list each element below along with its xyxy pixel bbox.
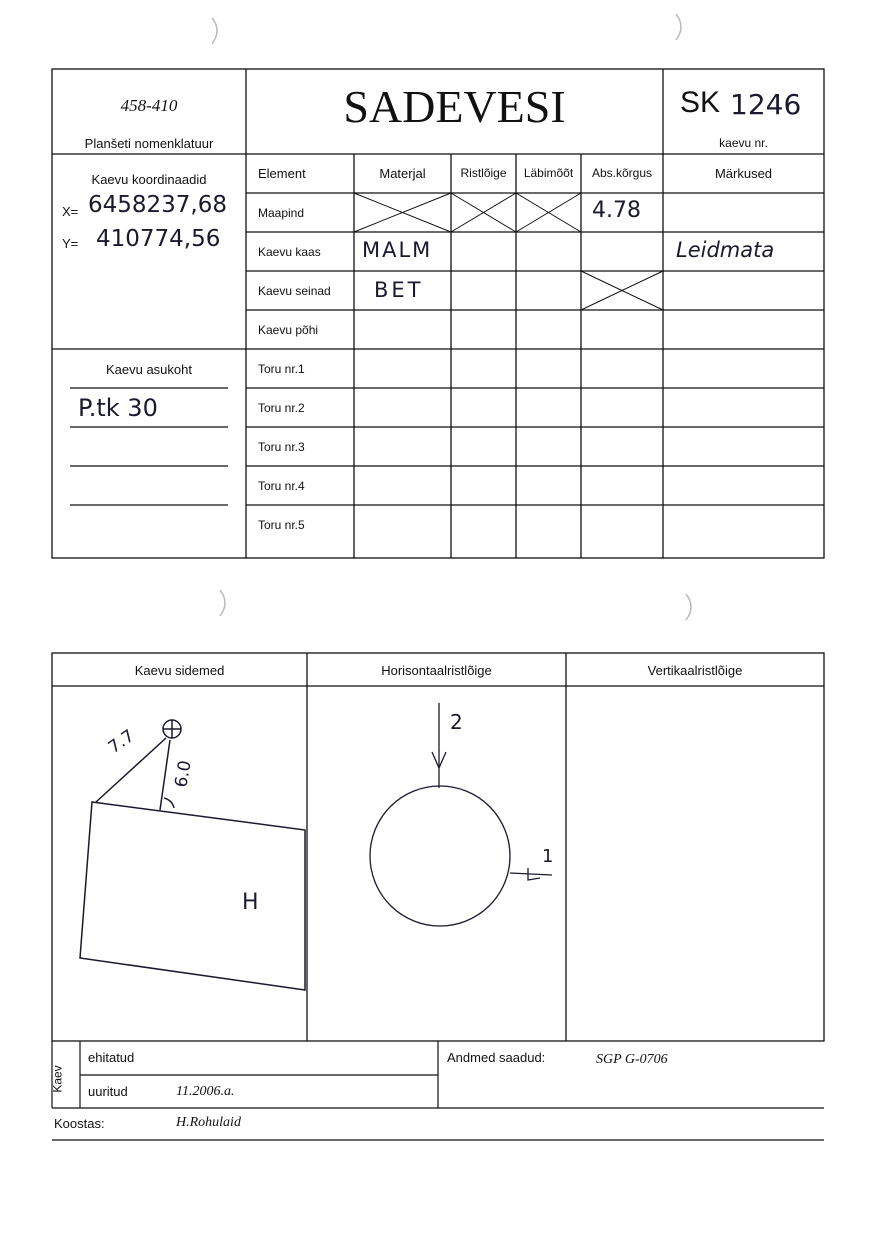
well-label: kaevu nr.: [719, 136, 768, 150]
col-labimoot: Läbimõõt: [523, 166, 574, 180]
well-prefix: SK: [680, 86, 721, 119]
col-element: Element: [258, 166, 306, 181]
data-source-label: Andmed saadud:: [447, 1050, 546, 1065]
col-materjal: Materjal: [379, 166, 426, 181]
y-prefix: Y=: [62, 236, 79, 251]
horizontal-label: Horisontaalristlõige: [381, 663, 492, 678]
surveyed-value: 11.2006.a.: [176, 1084, 235, 1099]
x-prefix: X=: [62, 204, 79, 219]
sheet-number: 458-410: [120, 96, 178, 115]
row-element: Kaevu seinad: [258, 284, 331, 298]
row-element: Kaevu põhi: [258, 323, 319, 337]
x-coordinate: 6458237,68: [88, 192, 228, 218]
col-ristloige: Ristlõige: [460, 166, 507, 180]
row-element: Toru nr.3: [258, 440, 305, 454]
building-label: H: [242, 890, 259, 915]
row-element: Toru nr.4: [258, 479, 305, 493]
sheet-label: Planšeti nomenklatuur: [84, 136, 214, 151]
location-value: P.tk 30: [78, 394, 158, 422]
page-title: SADEVESI: [343, 81, 566, 132]
material-seinad: BET: [374, 278, 424, 302]
compiled-label: Koostas:: [54, 1116, 105, 1131]
distance-label-1: 7.7: [104, 726, 139, 758]
compiled-value: H.Rohulaid: [176, 1115, 241, 1130]
row-element: Maapind: [258, 206, 305, 220]
row-element: Toru nr.2: [258, 401, 305, 415]
distance-label-2: 6.0: [171, 758, 196, 790]
material-kaas: MALM: [362, 238, 433, 262]
coords-label: Kaevu koordinaadid: [91, 172, 207, 187]
y-coordinate: 410774,56: [96, 226, 221, 252]
location-label: Kaevu asukoht: [105, 362, 192, 377]
remark-kaas: Leidmata: [676, 238, 775, 262]
data-source-value: SGP G-0706: [596, 1052, 668, 1067]
row-element: Kaevu kaas: [258, 245, 321, 259]
col-markused: Märkused: [714, 166, 773, 181]
vertical-label: Vertikaalristlõige: [647, 663, 743, 678]
col-abs-korgus: Abs.kõrgus: [591, 166, 653, 180]
kaev-side-label: Kaev: [50, 1065, 65, 1093]
abs-height-maapind: 4.78: [592, 198, 641, 223]
well-number: 1246: [730, 88, 802, 121]
pipe-1-label: 1: [542, 846, 554, 867]
built-label: ehitatud: [88, 1050, 135, 1065]
sidemed-label: Kaevu sidemed: [134, 663, 225, 678]
pipe-2-label: 2: [450, 710, 463, 734]
surveyed-label: uuritud: [88, 1084, 128, 1099]
row-element: Toru nr.5: [258, 518, 305, 532]
row-element: Toru nr.1: [258, 362, 305, 376]
